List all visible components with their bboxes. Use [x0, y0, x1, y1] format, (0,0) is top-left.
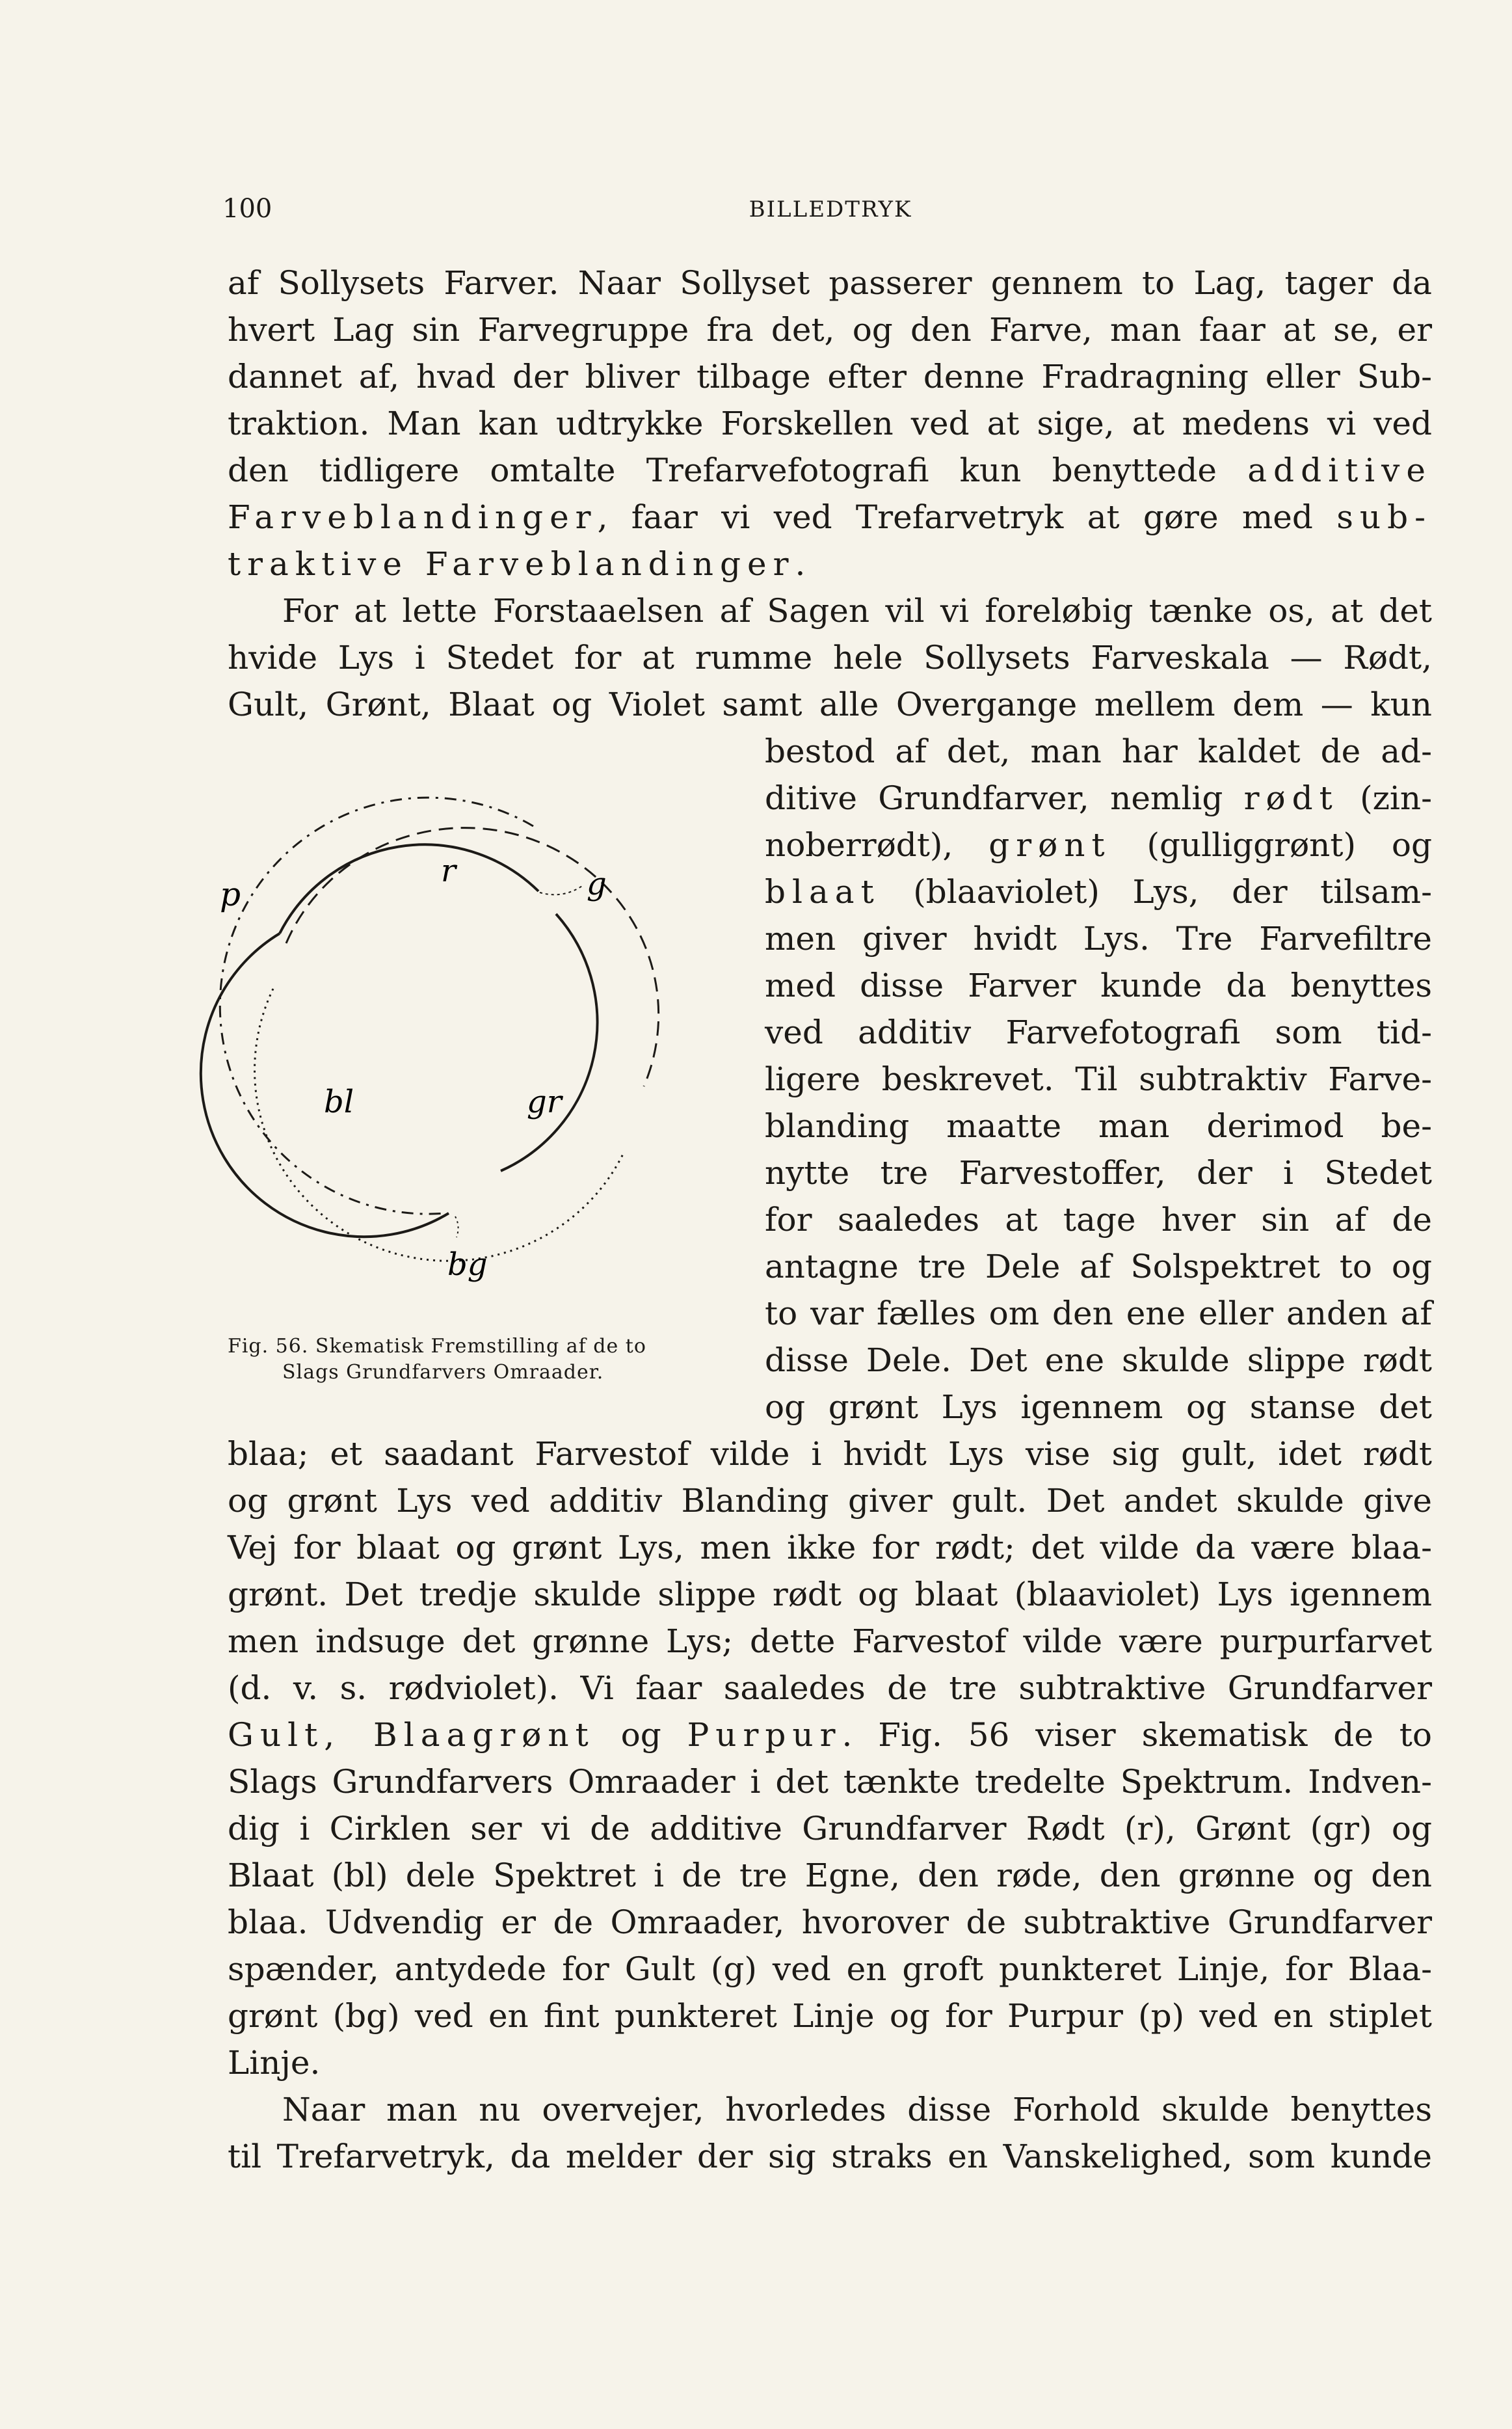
- emphasis-blaat: blaat: [765, 873, 881, 911]
- page-number: 100: [222, 194, 272, 224]
- text-line: bestod af det, man har kaldet de ad-: [765, 732, 1432, 770]
- text-line: af Sollysets Farver. Naar Sollyset passerer gennem to Lag, tager da: [228, 264, 1432, 302]
- label-bl: bl: [324, 1084, 354, 1120]
- text-segment: .: [795, 545, 806, 583]
- emphasis-rodt: rødt: [1243, 779, 1339, 817]
- text-line: blanding maatte man derimod be-: [765, 1107, 1432, 1145]
- text-line: hvide Lys i Stedet for at rumme hele Sollysets Farveskala — Rødt,: [228, 639, 1432, 677]
- text-segment: (zin-: [1360, 779, 1432, 817]
- figure-caption: [228, 1334, 741, 1386]
- text-line: ligere beskrevet. Til subtraktiv Farve-: [765, 1060, 1432, 1098]
- label-bg: bg: [447, 1246, 488, 1283]
- text-line: blaa. Udvendig er de Omraader, hvorover de subtraktive Grundfarver: [228, 1903, 1432, 1941]
- emphasis-farveblandinger: Farveblandinger: [228, 498, 598, 536]
- text-line: blaa; et saadant Farvestof vilde i hvidt Lys vise sig gult, idet rødt: [228, 1435, 1432, 1473]
- text-line: med disse Farver kunde da benyttes: [765, 967, 1432, 1004]
- text-line: Vej for blaat og grønt Lys, men ikke for rødt; det vilde da være blaa-: [228, 1529, 1432, 1566]
- text-line: og grønt Lys igennem og stanse det: [765, 1388, 1432, 1426]
- text-line: [228, 540, 1432, 588]
- text-line: [765, 868, 1432, 916]
- text-line: til Trefarvetryk, da melder der sig straks en Vanskelighed, som kunde: [228, 2138, 1432, 2175]
- label-g: g: [587, 866, 607, 902]
- label-gr: gr: [527, 1084, 562, 1120]
- text-segment: . Fig. 56 viser skematisk de to: [842, 1716, 1432, 1754]
- g-leader: [540, 886, 582, 894]
- text-line: Naar man nu overvejer, hvorledes disse Forhold skulde benyttes: [282, 2091, 1432, 2128]
- text-line: [765, 821, 1432, 869]
- emphasis-gult-blaagront: Gult, Blaagrønt: [228, 1716, 595, 1754]
- text-line: og grønt Lys ved additiv Blanding giver gult. Det andet skulde give: [228, 1482, 1432, 1520]
- circle-diagram: [189, 748, 735, 1301]
- text-line: dig i Cirklen ser vi de additive Grundfarver Rødt (r), Grønt (gr) og: [228, 1810, 1432, 1847]
- label-r: r: [441, 853, 456, 889]
- text-line: hvert Lag sin Farvegruppe fra det, og den Farve, man faar at se, er: [228, 311, 1432, 349]
- caption-line: Slags Grundfarvers Omraader.: [282, 1361, 604, 1384]
- text-line: disse Dele. Det ene skulde slippe rødt: [765, 1341, 1432, 1379]
- text-segment: ditive Grundfarver, nemlig: [765, 779, 1223, 817]
- bg-leader: [455, 1216, 458, 1237]
- emphasis-purpur: Purpur: [687, 1716, 842, 1754]
- emphasis-subtraktive: traktive Farveblandinger: [228, 545, 795, 583]
- blaagront-dotted-arc: [255, 989, 624, 1261]
- text-segment: , faar vi ved Trefarvetryk at gøre med: [597, 498, 1313, 536]
- text-segment: noberrødt),: [765, 826, 953, 864]
- text-line: men giver hvidt Lys. Tre Farvefiltre: [765, 920, 1432, 958]
- text-line: [228, 1711, 1432, 1759]
- text-line: nytte tre Farvestoffer, der i Stedet: [765, 1154, 1432, 1192]
- text-line: Blaat (bl) dele Spektret i de tre Egne, den røde, den grønne og den: [228, 1857, 1432, 1894]
- text-segment: (gulliggrønt) og: [1147, 826, 1432, 864]
- running-head: BILLEDTRYK: [749, 196, 912, 222]
- text-segment: den tidligere omtalte Trefarvefotografi kun benyttede: [228, 451, 1217, 489]
- text-line: [228, 446, 1432, 494]
- purpur-dashed-arc: [220, 798, 533, 1214]
- text-line: Gult, Grønt, Blaat og Violet samt alle Overgange mellem dem — kun: [228, 686, 1432, 723]
- text-line: for saaledes at tage hver sin af de: [765, 1201, 1432, 1239]
- text-line: Linje.: [228, 2044, 321, 2082]
- text-line: dannet af, hvad der bliver tilbage efter denne Fradragning eller Sub-: [228, 358, 1432, 396]
- text-line: [765, 774, 1432, 822]
- label-p: p: [220, 876, 241, 913]
- text-line: grønt (bg) ved en fint punkteret Linje og for Purpur (p) ved en stiplet: [228, 1997, 1432, 2035]
- text-segment: og: [620, 1716, 661, 1754]
- text-line: For at lette Forstaaelsen af Sagen vil vi foreløbig tænke os, at det: [282, 592, 1432, 630]
- emphasis-sub: sub-: [1336, 498, 1432, 536]
- page-header: [222, 194, 1439, 233]
- text-line: grønt. Det tredje skulde slippe rødt og blaat (blaaviolet) Lys igennem: [228, 1576, 1432, 1613]
- text-line: ved additiv Farvefotografi som tid-: [765, 1013, 1432, 1051]
- text-line: (d. v. s. rødviolet). Vi faar saaledes de tre subtraktive Grundfarver: [228, 1669, 1432, 1707]
- text-line: men indsuge det grønne Lys; dette Farvestof vilde være purpurfarvet: [228, 1622, 1432, 1660]
- text-line: [228, 493, 1432, 541]
- emphasis-gront: grønt: [988, 826, 1111, 864]
- text-line: spænder, antydede for Gult (g) ved en groft punkteret Linje, for Blaa-: [228, 1950, 1432, 1988]
- caption-line: Fig. 56. Skematisk Fremstilling af de to: [228, 1335, 646, 1358]
- text-segment: (blaaviolet) Lys, der tilsam-: [913, 873, 1432, 911]
- figure-56: [189, 748, 735, 1301]
- text-line: traktion. Man kan udtrykke Forskellen ved at sige, at medens vi ved: [228, 405, 1432, 442]
- emphasis-additive: additive: [1247, 451, 1432, 489]
- text-line: to var fælles om den ene eller anden af: [765, 1295, 1432, 1332]
- inner-circle-segment-r: [280, 844, 538, 933]
- text-line: antagne tre Dele af Solspektret to og: [765, 1248, 1432, 1285]
- text-line: Slags Grundfarvers Omraader i det tænkte tredelte Spektrum. Indven-: [228, 1763, 1432, 1801]
- inner-circle-segment-gr: [501, 914, 598, 1171]
